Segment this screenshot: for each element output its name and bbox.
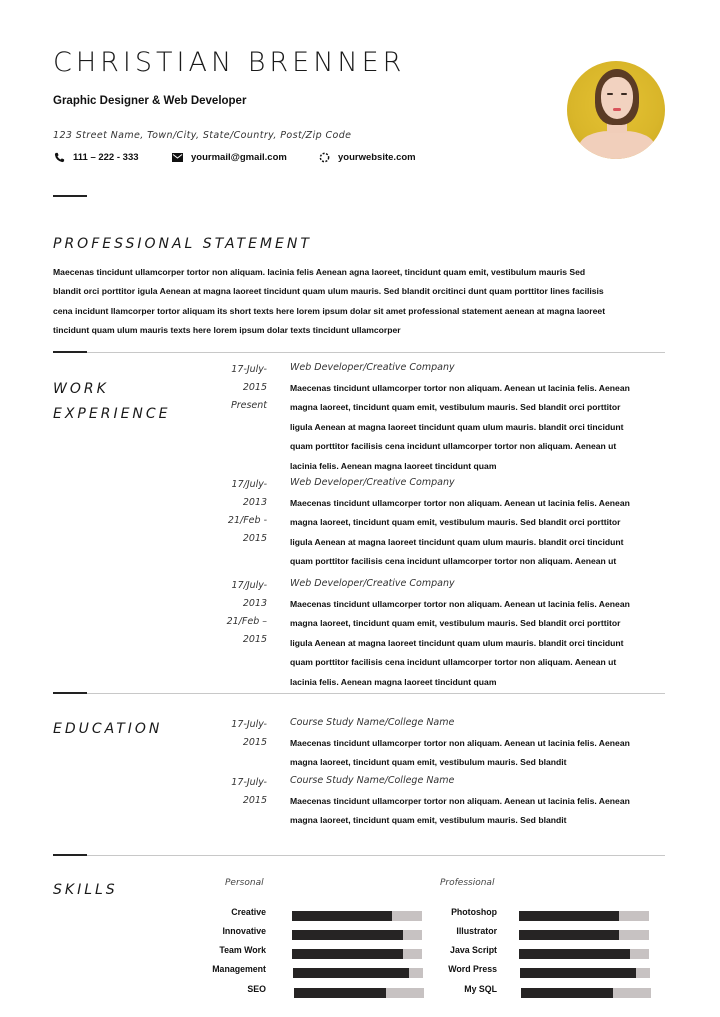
- skill-level-bar: [292, 949, 422, 959]
- skill-name: My SQL: [464, 984, 497, 994]
- personal-skills-label: Personal: [225, 878, 264, 888]
- profile-photo: [567, 61, 665, 159]
- contact-email[interactable]: [171, 151, 287, 163]
- body-line: magna laoreet, tincidunt quam emit, vestibulum mauris. Sed blandit orci porttitor: [290, 618, 621, 629]
- body-line: magna laoreet, tincidunt quam emit, vestibulum mauris. Sed blandit orci porttitor: [290, 517, 621, 528]
- work-entry-1-title: Web Developer/Creative Company: [290, 362, 455, 373]
- body-line: Maecenas tincidunt ullamcorper tortor non aliquam. Aenean ut lacinia felis. Aenean: [290, 599, 630, 609]
- work-entry-3-title: Web Developer/Creative Company: [290, 578, 455, 589]
- body-line: magna laoreet, tincidunt quam emit, vestibulum mauris. Sed blandit: [290, 815, 567, 826]
- body-line: quam porttitor facilisis cena incidunt ullamcorper tortor non aliquam. Aenean ut: [290, 556, 617, 567]
- education-entry-1-body: [290, 734, 665, 773]
- body-line: Maecenas tincidunt ullamcorper tortor non aliquam. Aenean ut lacinia felis. Aenean: [290, 796, 630, 806]
- body-line: lacinia felis. Aenean magna laoreet tincidunt quam: [290, 460, 497, 471]
- date-year: 2015: [242, 795, 267, 806]
- address: 123 Street Name, Town/City, State/Country, Post/Zip Code: [53, 130, 352, 141]
- education-entry-2-title: Course Study Name/College Name: [290, 775, 455, 786]
- envelope-icon: [171, 151, 183, 163]
- section-divider: [87, 352, 665, 353]
- date-start: 17-July-: [231, 719, 267, 730]
- skill-level-fill: [292, 911, 392, 921]
- section-divider-accent: [53, 351, 87, 353]
- skill-level-fill: [293, 968, 409, 978]
- statement-line: Maecenas tincidunt ullamcorper tortor non aliquam. lacinia felis Aenean agna laoreet, tincidunt quam emit, vestibulum mauris Sed: [53, 267, 586, 277]
- body-line: quam porttitor facilisis cena incidunt ullamcorper tortor non aliquam. Aenean ut: [290, 657, 617, 668]
- skill-row: [427, 926, 497, 936]
- section-divider-accent: [53, 854, 87, 856]
- statement-heading: PROFESSIONAL STATEMENT: [53, 236, 312, 252]
- body-line: magna laoreet, tincidunt quam emit, vestibulum mauris. Sed blandit: [290, 757, 567, 768]
- date-start: 17/July-: [231, 479, 267, 490]
- work-entry-2-title: Web Developer/Creative Company: [290, 477, 455, 488]
- professional-skills-label: Professional: [440, 878, 495, 888]
- date-start-year: 2015: [242, 382, 267, 393]
- skill-level-bar: [520, 968, 650, 978]
- education-heading: EDUCATION: [53, 721, 163, 737]
- body-line: Maecenas tincidunt ullamcorper tortor non aliquam. Aenean ut lacinia felis. Aenean: [290, 498, 630, 508]
- date-start-year: 2013: [242, 497, 267, 508]
- skill-name: Photoshop: [451, 907, 497, 917]
- work-heading-line2: EXPERIENCE: [53, 406, 171, 422]
- date-start: 17-July-: [231, 364, 267, 375]
- email-address[interactable]: yourmail@gmail.com: [191, 151, 287, 163]
- skill-level-fill: [519, 949, 630, 959]
- education-entry-1-dates: [200, 716, 267, 752]
- work-entry-1-dates: [200, 361, 267, 415]
- skill-name: Team Work: [219, 945, 266, 955]
- skill-row: [427, 984, 497, 994]
- education-entry-1-title: Course Study Name/College Name: [290, 717, 455, 728]
- skill-name: Word Press: [448, 964, 497, 974]
- skill-name: SEO: [247, 984, 266, 994]
- date-start: 17-July-: [231, 777, 267, 788]
- skill-row: [427, 907, 497, 917]
- skill-level-bar: [519, 930, 649, 940]
- skill-level-bar: [293, 968, 423, 978]
- statement-text: [53, 263, 653, 341]
- skill-level-bar: [292, 911, 422, 921]
- work-entry-1-body: [290, 379, 665, 476]
- body-line: magna laoreet, tincidunt quam emit, vestibulum mauris. Sed blandit orci porttitor: [290, 402, 621, 413]
- statement-line: tincidunt quam ulum mauris texts here lorem ipsum dolar texts tincidunt ullamcorper: [53, 325, 401, 336]
- skill-level-fill: [294, 988, 386, 998]
- skill-row: [196, 984, 266, 994]
- body-line: Maecenas tincidunt ullamcorper tortor non aliquam. Aenean ut lacinia felis. Aenean: [290, 383, 630, 393]
- website-url[interactable]: yourwebsite.com: [338, 151, 416, 163]
- section-divider-accent: [53, 195, 87, 197]
- skill-level-fill: [292, 930, 403, 940]
- skill-row: [196, 945, 266, 955]
- date-end: 21/Feb -: [227, 515, 267, 526]
- skill-level-fill: [292, 949, 403, 959]
- date-start: 17/July-: [231, 580, 267, 591]
- skill-name: Innovative: [222, 926, 266, 936]
- skill-name: Creative: [231, 907, 266, 917]
- skill-row: [196, 964, 266, 974]
- skill-level-bar: [292, 930, 422, 940]
- body-line: ligula Aenean at magna laoreet tincidunt quam ulum mauris. blandit orci tincidunt: [290, 421, 624, 432]
- work-entry-3-body: [290, 595, 665, 692]
- date-year: 2015: [242, 737, 267, 748]
- date-end-year: 2015: [242, 533, 267, 544]
- skill-name: Management: [212, 964, 266, 974]
- contact-phone: [53, 151, 139, 163]
- body-line: ligula Aenean at magna laoreet tincidunt quam ulum mauris. blandit orci tincidunt: [290, 637, 624, 648]
- phone-icon: [53, 151, 65, 163]
- statement-line: cena incidunt llamcorper tortor aliquam its short texts here lorem ipsum dolar sit amet professional statement aenean at magna laoreet: [53, 305, 606, 316]
- skill-level-bar: [294, 988, 424, 998]
- education-entry-2-body: [290, 792, 665, 831]
- work-heading-line1: WORK: [53, 381, 109, 397]
- contact-website[interactable]: [318, 151, 416, 163]
- globe-icon: [318, 151, 330, 163]
- section-divider-accent: [53, 692, 87, 694]
- skill-name: Illustrator: [456, 926, 497, 936]
- skill-level-bar: [521, 988, 651, 998]
- skill-level-fill: [519, 930, 619, 940]
- body-line: Maecenas tincidunt ullamcorper tortor non aliquam. Aenean ut lacinia felis. Aenean: [290, 738, 630, 748]
- section-divider: [87, 855, 665, 856]
- skill-level-bar: [519, 949, 649, 959]
- work-entry-2-body: [290, 494, 665, 572]
- skill-row: [427, 964, 497, 974]
- education-entry-2-dates: [200, 774, 267, 810]
- section-divider: [87, 693, 665, 694]
- body-line: lacinia felis. Aenean magna laoreet tincidunt quam: [290, 676, 497, 687]
- skills-heading: SKILLS: [53, 882, 118, 898]
- date-start-year: 2013: [242, 598, 267, 609]
- body-line: ligula Aenean at magna laoreet tincidunt quam ulum mauris. blandit orci tincidunt: [290, 536, 624, 547]
- body-line: quam porttitor facilisis cena incidunt ullamcorper tortor non aliquam. Aenean ut: [290, 441, 617, 452]
- candidate-name: CHRISTIAN BRENNER: [53, 47, 406, 78]
- skill-row: [196, 907, 266, 917]
- job-title: Graphic Designer & Web Developer: [53, 95, 247, 107]
- work-entry-3-dates: [200, 577, 267, 649]
- date-end: 21/Feb –: [226, 616, 267, 627]
- skill-level-fill: [520, 968, 636, 978]
- statement-line: blandit orci porttitor igula Aenean at magna laoreet tincidunt quam ulum mauris. Sed blandit orcitinci dunt quam porttitor lines facilisis: [53, 286, 604, 297]
- date-end: Present: [230, 400, 267, 411]
- date-end-year: 2015: [242, 634, 267, 645]
- skill-row: [196, 926, 266, 936]
- skill-row: [427, 945, 497, 955]
- skill-name: Java Script: [450, 945, 497, 955]
- work-entry-2-dates: [200, 476, 267, 548]
- skill-level-fill: [521, 988, 613, 998]
- skill-level-fill: [519, 911, 619, 921]
- skill-level-bar: [519, 911, 649, 921]
- phone-number: 111 – 222 - 333: [73, 151, 139, 163]
